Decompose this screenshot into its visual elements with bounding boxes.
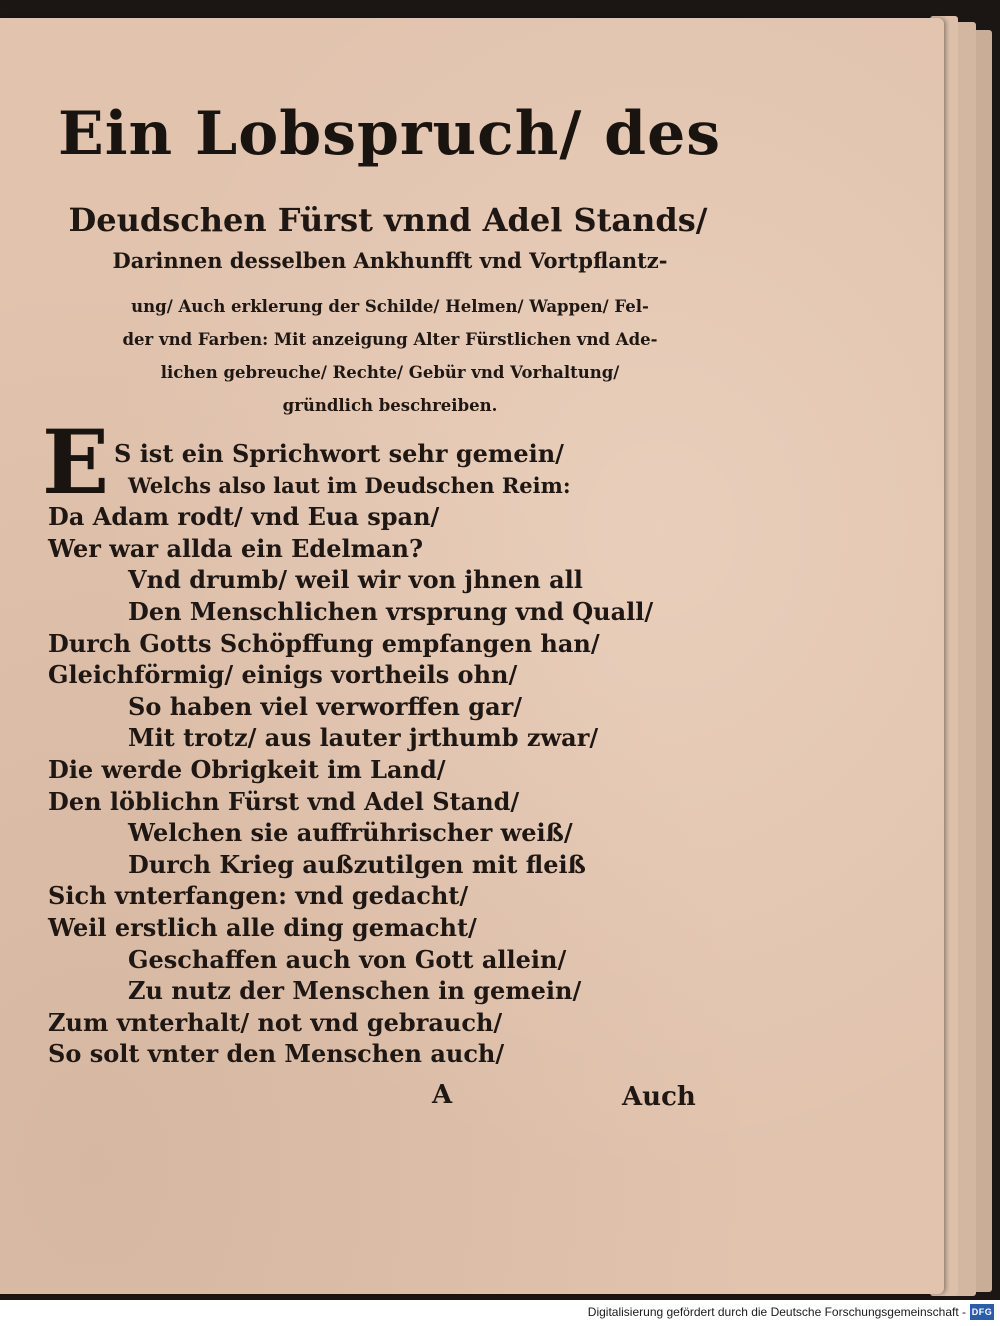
verse-line: Sich vnterfangen: vnd gedacht/	[48, 881, 469, 911]
verse-line: So solt vnter den Menschen auch/	[48, 1039, 505, 1069]
verse-line: Vnd drumb/ weil wir von jhnen all	[128, 565, 583, 595]
verse-line: Da Adam rodt/ vnd Eua span/	[48, 502, 440, 532]
catchword: Auch	[622, 1082, 696, 1112]
verse-line: Den Menschlichen vrsprung vnd Quall/	[128, 596, 654, 626]
subtitle-line: der vnd Farben: Mit anzeigung Alter Fürstlichen vnd Ade-	[122, 330, 658, 349]
subtitle-line: lichen gebreuche/ Rechte/ Gebür vnd Vorhaltung/	[160, 363, 620, 382]
verse-line: Durch Gotts Schöpffung empfangen han/	[48, 628, 600, 658]
subtitle-line: Deudschen Fürst vnnd Adel Stands/	[68, 201, 708, 239]
book-page	[0, 18, 944, 1294]
verse-block	[42, 410, 688, 1070]
verse-line-text: S ist ein Sprichwort sehr gemein/	[114, 439, 564, 468]
verse-line: Mit trotz/ aus lauter jrthumb zwar/	[128, 723, 599, 753]
footer-bar	[0, 1300, 1000, 1326]
signature-mark: A	[432, 1080, 453, 1110]
verse-line: Welchen sie auffrührischer weiß/	[128, 818, 573, 848]
verse-line: Weil erstlich alle ding gemacht/	[48, 912, 477, 942]
drop-cap: E	[42, 410, 110, 514]
verse-line: Zum vnterhalt/ not vnd gebrauch/	[48, 1007, 503, 1037]
verse-line: Den löblichn Fürst vnd Adel Stand/	[48, 786, 520, 816]
subtitle-line: gründlich beschreiben.	[282, 396, 498, 415]
verse-line: Wer war allda ein Edelman?	[48, 533, 424, 563]
verse-line: Zu nutz der Menschen in gemein/	[128, 976, 582, 1006]
verse-line: Gleichförmig/ einigs vortheils ohn/	[48, 660, 518, 690]
subtitle-line: ung/ Auch erklerung der Schilde/ Helmen/ Wappen/ Fel-	[131, 297, 649, 316]
verse-line: Die werde Obrigkeit im Land/	[48, 754, 446, 784]
funding-notice: Digitalisierung gefördert durch die Deutsche Forschungsgemeinschaft -	[587, 1305, 966, 1319]
verse-line: Geschaffen auch von Gott allein/	[128, 944, 567, 974]
subtitle-line: Darinnen desselben Ankhunfft vnd Vortpflantz-	[112, 248, 668, 273]
verse-line: So haben viel verworffen gar/	[128, 691, 523, 721]
verse-line: Welchs also laut im Deudschen Reim:	[128, 472, 571, 498]
dfg-logo-icon: DFG	[970, 1304, 994, 1320]
page-title: Ein Lobspruch/ des	[58, 99, 722, 169]
verse-line: Durch Krieg außzutilgen mit fleiß	[128, 849, 586, 879]
subtitle-block	[60, 290, 720, 422]
